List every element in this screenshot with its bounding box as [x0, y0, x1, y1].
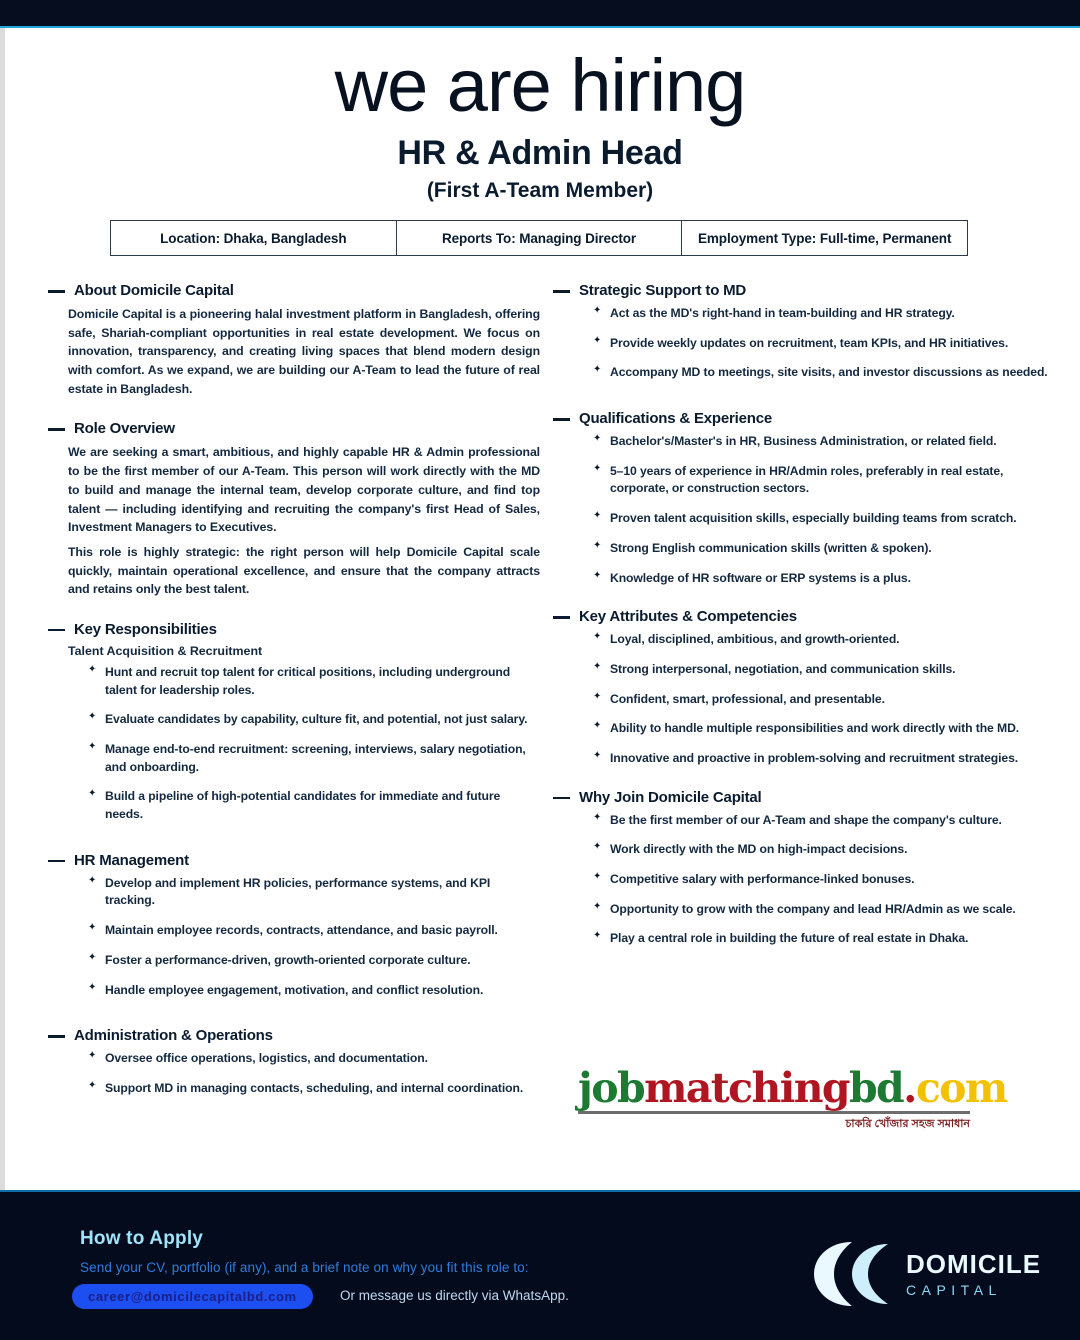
- section-strategic-support: [553, 282, 1053, 382]
- list-item: ✦ Support MD in managing contacts, scheduling, and internal coordination.: [88, 1080, 540, 1098]
- list-item: ✦ Maintain employee records, contracts, attendance, and basic payroll.: [88, 922, 540, 940]
- list-item: ✦ Knowledge of HR software or ERP systems is a plus.: [593, 570, 1053, 588]
- dash-icon: [48, 860, 65, 863]
- section-heading-key-responsibilities: [48, 621, 540, 638]
- dash-icon: [553, 616, 570, 619]
- poster-header: [0, 28, 1080, 203]
- brand-subtitle: CAPITAL: [906, 1282, 1002, 1298]
- spacer: [48, 1011, 540, 1027]
- list-item: ✦ Oversee office operations, logistics, and documentation.: [88, 1050, 540, 1068]
- list-hr-management: [88, 875, 540, 999]
- list-item: ✦ Be the first member of our A-Team and shape the company's culture.: [593, 812, 1053, 830]
- dash-icon: [553, 418, 570, 421]
- section-role-overview: [48, 420, 540, 599]
- section-title: Role Overview: [74, 420, 175, 438]
- brand-name: DOMICILE: [906, 1249, 1042, 1279]
- section-hr-management: [48, 852, 540, 999]
- spacer: [553, 599, 1053, 608]
- role-overview-paragraph-2: This role is highly strategic: the right person will help Domicile Capital scale quickly, maintain operational excellence, and ensure that the company attracts and retains only the best talent.: [68, 544, 540, 597]
- list-item: ✦ Play a central role in building the future of real estate in Dhaka.: [593, 930, 1053, 948]
- list-key-responsibilities: [88, 664, 540, 824]
- section-key-responsibilities: [48, 621, 540, 824]
- right-column: [553, 282, 1053, 960]
- list-item: ✦ Foster a performance-driven, growth-oriented corporate culture.: [88, 952, 540, 970]
- crescent-logo-icon: [812, 1238, 898, 1310]
- jobmatchingbd-wordmark: [578, 1064, 1007, 1112]
- list-item: ✦ Strong English communication skills (written & spoken).: [593, 540, 1053, 558]
- spacer: [48, 836, 540, 852]
- left-column: [48, 282, 540, 1110]
- spacer: [553, 780, 1053, 789]
- dash-icon: [48, 629, 65, 632]
- whatsapp-note: Or message us directly via WhatsApp.: [340, 1288, 569, 1303]
- how-to-apply-instructions: Send your CV, portfolio (if any), and a brief note on why you fit this role to:: [80, 1260, 529, 1275]
- info-cell-employment-type: Employment Type: Full-time, Permanent: [698, 230, 952, 246]
- list-key-attributes: [593, 631, 1053, 767]
- logo-part-dot: .: [903, 1064, 916, 1112]
- how-to-apply-title: How to Apply: [80, 1228, 204, 1249]
- list-item: ✦ Handle employee engagement, motivation, and conflict resolution.: [88, 982, 540, 1000]
- list-item: ✦ Act as the MD's right-hand in team-building and HR strategy.: [593, 305, 1053, 323]
- spacer: [553, 394, 1053, 410]
- list-item: ✦ Work directly with the MD on high-impact decisions.: [593, 841, 1053, 859]
- section-heading-qualifications: [553, 410, 1053, 427]
- email-link[interactable]: career@domicilecapitalbd.com: [72, 1284, 313, 1309]
- info-cell-reports-to: Reports To: Managing Director: [397, 221, 683, 255]
- info-cell-location: Location: Dhaka, Bangladesh: [111, 221, 397, 255]
- section-title: Qualifications & Experience: [579, 410, 772, 428]
- list-why-join: [593, 812, 1053, 948]
- list-item: ✦ Build a pipeline of high-potential candidates for immediate and future needs.: [88, 788, 540, 823]
- list-administration: [88, 1050, 540, 1097]
- list-item: ✦ 5–10 years of experience in HR/Admin roles, preferably in real estate, corporate, or construction sectors.: [593, 463, 1053, 498]
- list-item: ✦ Confident, smart, professional, and presentable.: [593, 691, 1053, 709]
- list-item: ✦ Hunt and recruit top talent for critical positions, including underground talent for leadership roles.: [88, 664, 540, 699]
- page-title: we are hiring: [334, 44, 746, 127]
- dash-icon: [48, 428, 65, 431]
- list-item: ✦ Competitive salary with performance-linked bonuses.: [593, 871, 1053, 889]
- jobmatchingbd-logo[interactable]: [578, 1064, 1007, 1134]
- list-item: ✦ Accompany MD to meetings, site visits, and investor discussions as needed.: [593, 364, 1053, 382]
- domicile-capital-wordmark: [906, 1251, 1041, 1297]
- section-heading-key-attributes: [553, 608, 1053, 625]
- role-overview-paragraph-1: We are seeking a smart, ambitious, and highly capable HR & Admin professional to be the first member of our A-Team. This person will work directly with the MD to build and manage the internal team, develop corporate culture, and find top talent — including identifying and recruiting the company's first Head of Sales, Investment Managers to Executives.: [68, 445, 540, 535]
- section-title: Why Join Domicile Capital: [579, 788, 762, 806]
- section-heading-administration: [48, 1027, 540, 1044]
- list-item: ✦ Bachelor's/Master's in HR, Business Administration, or related field.: [593, 433, 1053, 451]
- section-heading-about: [48, 282, 540, 299]
- section-qualifications: [553, 410, 1053, 587]
- section-title: Administration & Operations: [74, 1027, 273, 1045]
- subsection-title-talent-acquisition: Talent Acquisition & Recruitment: [68, 643, 263, 658]
- list-item: ✦ Strong interpersonal, negotiation, and communication skills.: [593, 661, 1053, 679]
- section-administration: [48, 1027, 540, 1097]
- section-heading-strategic-support: [553, 282, 1053, 299]
- top-bar: [0, 0, 1080, 26]
- list-item: ✦ Opportunity to grow with the company and lead HR/Admin as we scale.: [593, 901, 1053, 919]
- role-subtitle: (First A-Team Member): [426, 178, 654, 202]
- dash-icon: [48, 1035, 65, 1038]
- job-info-table: [110, 220, 968, 256]
- spacer: [48, 404, 540, 420]
- list-strategic-support: [593, 305, 1053, 382]
- section-heading-why-join: [553, 789, 1053, 806]
- section-title: About Domicile Capital: [74, 282, 234, 299]
- about-paragraph: Domicile Capital is a pioneering halal investment platform in Bangladesh, offering safe, Shariah-compliant opportunities in real estate development. We focus on innovation, transparency, and creating living spaces that blend modern design with comfort. As we expand, we are building our A-Team to lead the future of real estate in Bangladesh.: [68, 307, 540, 396]
- list-item: ✦ Evaluate candidates by capability, culture fit, and potential, not just salary.: [88, 711, 540, 729]
- section-heading-role-overview: [48, 420, 540, 437]
- section-why-join: [553, 789, 1053, 948]
- dash-icon: [553, 797, 570, 800]
- dash-icon: [553, 290, 570, 293]
- role-title: HR & Admin Head: [397, 133, 683, 172]
- section-title: HR Management: [74, 851, 189, 869]
- list-item: ✦ Manage end-to-end recruitment: screening, interviews, salary negotiation, and onboarding.: [88, 741, 540, 776]
- section-key-attributes: [553, 608, 1053, 767]
- list-item: ✦ Proven talent acquisition skills, especially building teams from scratch.: [593, 510, 1053, 528]
- domicile-capital-logo: [812, 1238, 1041, 1310]
- spacer: [48, 605, 540, 621]
- logo-part-bd: bd: [848, 1064, 904, 1112]
- list-item: ✦ Loyal, disciplined, ambitious, and growth-oriented.: [593, 631, 1053, 649]
- logo-part-matching: matching: [644, 1064, 849, 1112]
- section-title: Strategic Support to MD: [579, 282, 747, 299]
- list-item: ✦ Innovative and proactive in problem-solving and recruitment strategies.: [593, 750, 1053, 768]
- section-heading-hr-management: [48, 852, 540, 869]
- list-item: ✦ Ability to handle multiple responsibilities and work directly with the MD.: [593, 720, 1053, 738]
- section-about: [48, 282, 540, 398]
- section-title: Key Responsibilities: [74, 620, 217, 638]
- list-item: ✦ Develop and implement HR policies, performance systems, and KPI tracking.: [88, 875, 540, 910]
- list-item: ✦ Provide weekly updates on recruitment, team KPIs, and HR initiatives.: [593, 335, 1053, 353]
- dash-icon: [48, 290, 65, 293]
- list-qualifications: [593, 433, 1053, 587]
- logo-part-com: com: [915, 1064, 1007, 1112]
- logo-part-job: job: [578, 1064, 645, 1112]
- section-title: Key Attributes & Competencies: [579, 608, 797, 626]
- logo-tagline: চাকরি খোঁজার সহজ সমাধান: [845, 1118, 970, 1130]
